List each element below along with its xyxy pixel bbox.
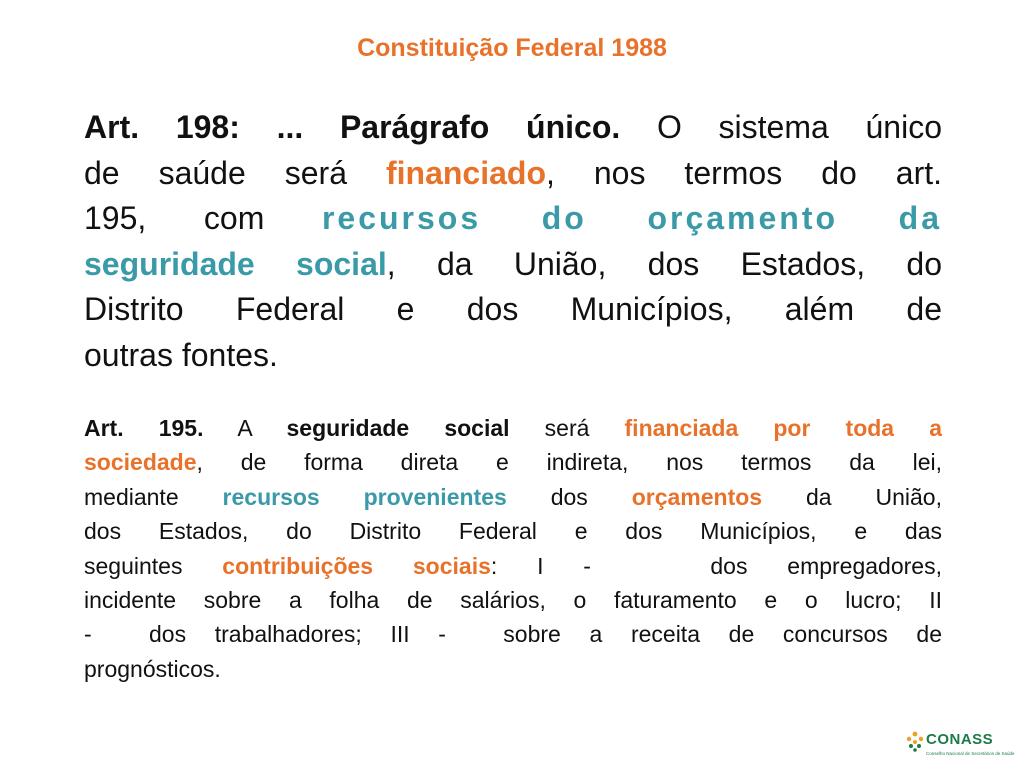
text-fragment: 195, com <box>84 200 322 236</box>
art-198-line <box>84 242 942 288</box>
art-195-paragraph <box>84 411 942 686</box>
text-fragment: mediante <box>84 483 223 510</box>
art-198-line: outras fontes. <box>84 336 278 373</box>
text-fragment: será <box>509 415 625 441</box>
art-195-line <box>84 445 942 479</box>
slide-title: Constituição Federal 1988 <box>357 34 667 62</box>
art-198-line <box>84 196 942 242</box>
art-198-line <box>84 105 942 151</box>
art-198-line: Distrito Federal e dos Municípios, além de <box>84 291 942 327</box>
highlight-financiada: financiada por toda a <box>624 415 942 441</box>
highlight-seguridade-social: seguridade social <box>84 245 387 282</box>
text-fragment: seguintes <box>84 552 223 579</box>
highlight-contribuicoes-sociais: contribuições sociais <box>222 552 491 579</box>
text-fragment: , nos termos do art. <box>545 154 943 191</box>
conass-logo-icon <box>904 729 926 753</box>
bold-seguridade-social: seguridade social <box>286 415 510 441</box>
text-fragment: O sistema único <box>620 109 942 145</box>
highlight-recursos-orcamento: recursos do orçamento da <box>321 200 942 236</box>
highlight-sociedade: sociedade <box>84 449 197 476</box>
art-195-line: incidente sobre a folha de salários, o faturamento e o lucro; II <box>84 587 942 614</box>
art-195-line: prognósticos. <box>84 655 221 682</box>
text-fragment: , de forma direta e indireta, nos termos da lei, <box>196 449 942 476</box>
art-198-paragraph <box>84 105 942 378</box>
text-fragment: da União, <box>762 483 942 510</box>
art-195-line <box>84 480 942 514</box>
highlight-financiado: financiado <box>385 154 546 191</box>
conass-logo <box>904 729 1016 765</box>
highlight-recursos-provenientes: recursos provenientes <box>222 483 507 510</box>
art-195-line: dos Estados, do Distrito Federal e dos Municípios, e das <box>84 518 942 545</box>
text-fragment: , da União, dos Estados, do <box>386 245 942 282</box>
art-195-line: - dos trabalhadores; III - sobre a receita de concursos de <box>84 621 942 648</box>
text-fragment: de saúde será <box>84 154 386 191</box>
text-fragment: A <box>203 415 287 441</box>
art-198-heading: Art. 198: ... Parágrafo único. <box>84 109 621 145</box>
text-fragment: : I - dos empregadores, <box>490 552 942 579</box>
art-198-line <box>84 151 942 197</box>
art-195-heading: Art. 195. <box>84 415 204 441</box>
text-fragment: dos <box>506 483 632 510</box>
art-195-line <box>84 549 942 583</box>
art-195-line <box>84 411 942 445</box>
conass-logo-name: CONASS <box>926 731 994 748</box>
conass-logo-subtitle: Conselho Nacional de Secretários de Saúde <box>926 751 1015 756</box>
highlight-orcamentos: orçamentos <box>631 483 763 510</box>
